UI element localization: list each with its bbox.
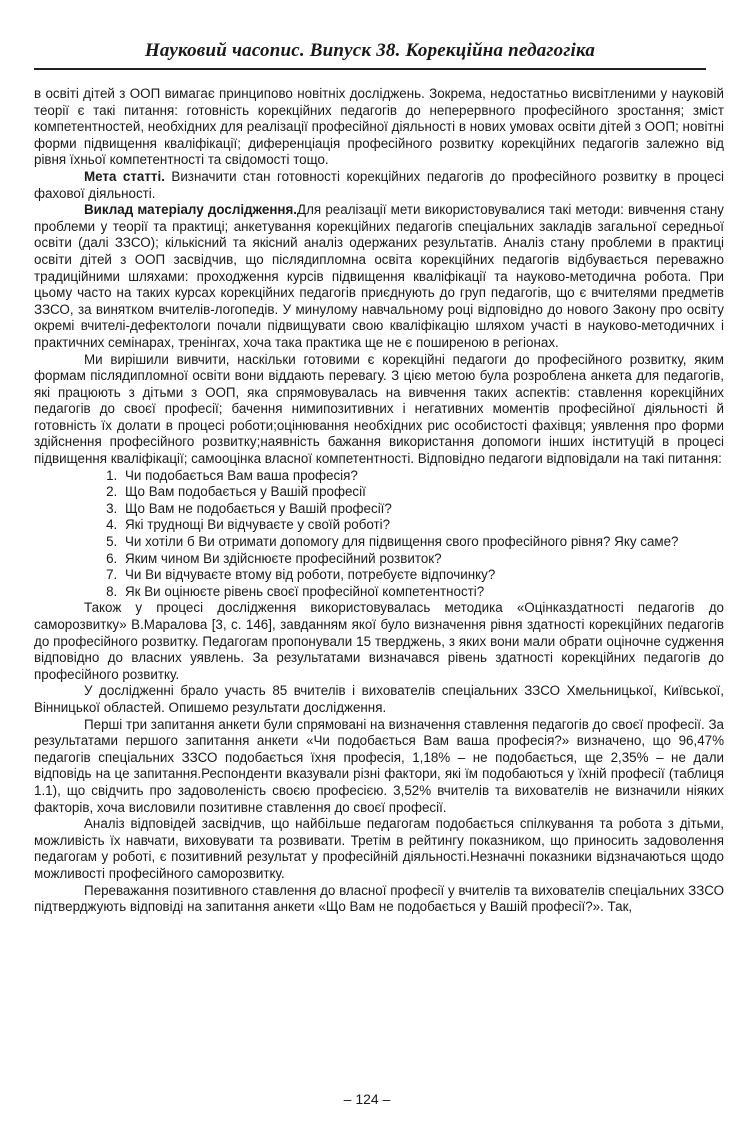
- paragraph-methodology: Також у процесі дослідження використовувалась методика «Оцінказдатності педагогів до саморозвитку» В.Маралова [3, с. 146], завданням якої було визначення рівня здатності корекційних педагогів до професійного розвитку. Педагогам пропонували 15 тверджень, з яких вони мали обрати оціночне судження відповідно до власних уявлень. За результатами визначався рівень здатності корекційних педагогів до професійного розвитку.: [34, 600, 724, 682]
- list-item: 6. Яким чином Ви здійснюєте професійний розвиток?: [121, 551, 724, 568]
- list-item: 7. Чи Ви відчуваєте втому від роботи, потребуєте відпочинку?: [121, 567, 724, 584]
- list-item: 4. Які труднощі Ви відчуваєте у своїй роботі?: [121, 517, 724, 534]
- paragraph-results-2: Аналіз відповідей засвідчив, що найбільше педагогам подобається спілкування та робота з дітьми, можливість їх навчати, виховувати та розвивати. Третім в рейтингу показником, що приносить задоволення педагогам у роботі, є позитивний результат у професійній діяльності.Незначні показники відзначаються щодо можливості професійного саморозвитку.: [34, 816, 724, 881]
- journal-title: Науковий часопис. Випуск 38. Корекційна педагогіка: [144, 40, 596, 61]
- list-item: 5. Чи хотіли б Ви отримати допомогу для підвищення свого професійного рівня? Яку саме?: [121, 534, 724, 551]
- list-item: 2. Що Вам подобається у Вашій професії: [121, 484, 724, 501]
- paragraph-results-1: Перші три запитання анкети були спрямовані на визначення ставлення педагогів до своєї професії. За результатами першого запитання анкети «Чи подобається Вам ваша професія?» визначено, що 96,47% педагогів спеціальних ЗЗСО подобається їхня професія, 1,18% – не подобається, ще 2,35% – не дали відповідь на це запитання.Респонденти вказували різні фактори, які їм подобаються у їхній професії (таблиця 1.1), що свідчить про задоволеність своєю професією. 3,52% вчителів та вихователів не визначили ніяких факторів, хоча висловили позитивне ставлення до своєї професії.: [34, 716, 724, 815]
- methods-label: Виклад матеріалу дослідження.: [84, 202, 298, 218]
- article-body: [34, 86, 724, 916]
- methods-text: Для реалізації мети використовувалися такі методи: вивчення стану проблеми у теорії та практиці; анкетування корекційних педагогів спеціальних закладів загальної середньої освіти (далі ЗЗСО); кількісний та якісний аналіз одержаних результатів. Аналіз стану проблеми в практиці освіти дітей з ООП засвідчив, що післядипломна освіта корекційних педагогів відбувається переважно традиційними шляхами: проходження курсів підвищення кваліфікації та науково-методична робота. При цьому часто на таких курсах корекційних педагогів приєднують до груп педагогів, що є вчителями предметів ЗЗСО, за винятком вчителів-логопедів. У минулому навчальному році відповідно до нового Закону про освіту окремі вчителі-дефектологи почали підвищувати свою кваліфікацію шляхом участі в науково-методичних і практичних семінарах, тренінгах, хоча така практика ще не є поширеною в регіонах.: [34, 202, 724, 350]
- aim-label: Мета статті.: [84, 168, 165, 184]
- questionnaire-list: [34, 468, 724, 601]
- page-number: – 124 –: [343, 1091, 391, 1107]
- list-item: 1. Чи подобається Вам ваша професія?: [121, 468, 724, 485]
- list-item: 8. Як Ви оцінюєте рівень своєї професійної компетентності?: [121, 584, 724, 601]
- paragraph-intro: в освіті дітей з ООП вимагає принципово новітніх досліджень. Зокрема, недостатньо висвітленими у науковій теорії є такі питання: готовність корекційних педагогів до неперервного професійного зростання; зміст компетентностей, необхідних для реалізації професійної діяльності в нових умовах освіти дітей з ООП; новітні форми підвищення кваліфікації; диференціація професійного розвитку корекційних педагогів залежно від рівня їхньої компетентності та свідомості тощо.: [34, 86, 724, 168]
- paragraph-participants: У дослідженні брало участь 85 вчителів і вихователів спеціальних ЗЗСО Хмельницької, Київської, Вінницької областей. Опишемо результати дослідження.: [34, 683, 724, 715]
- paragraph-questionnaire: Ми вирішили вивчити, наскільки готовими є корекційні педагоги до професійного розвитку, яким формам післядипломної освіти вони віддають перевагу. З цією метою була розроблена анкета для педагогів, які працюють з дітьми з ООП, яка спрямовувалась на вивчення таких аспектів: ставлення корекційних педагогів до своєї професії; бачення нимипозитивних і негативних моментів професійної діяльності й готовність їх долати в процесі роботи;оцінювання необхідних рис особистості фахівця; уявлення про форми здійснення професійного розвитку;наявність бажання використання допомоги інших інституцій в процесі підвищення кваліфікації; самооцінка власної компетентності. Відповідно педагоги відповідали на такі питання:: [34, 351, 724, 467]
- list-item: 3. Що Вам не подобається у Вашій професії?: [121, 501, 724, 518]
- aim-text: Визначити стан готовності корекційних педагогів до професійного розвитку в процесі фахової діяльності.: [34, 168, 724, 201]
- paragraph-methods: [34, 202, 724, 351]
- paragraph-aim: [34, 169, 724, 202]
- running-header: [34, 38, 706, 70]
- paragraph-results-3: Переважання позитивного ставлення до власної професії у вчителів та вихователів спеціальних ЗЗСО підтверджують відповіді на запитання анкети «Що Вам не подобається у Вашій професії?». Так,: [34, 882, 724, 915]
